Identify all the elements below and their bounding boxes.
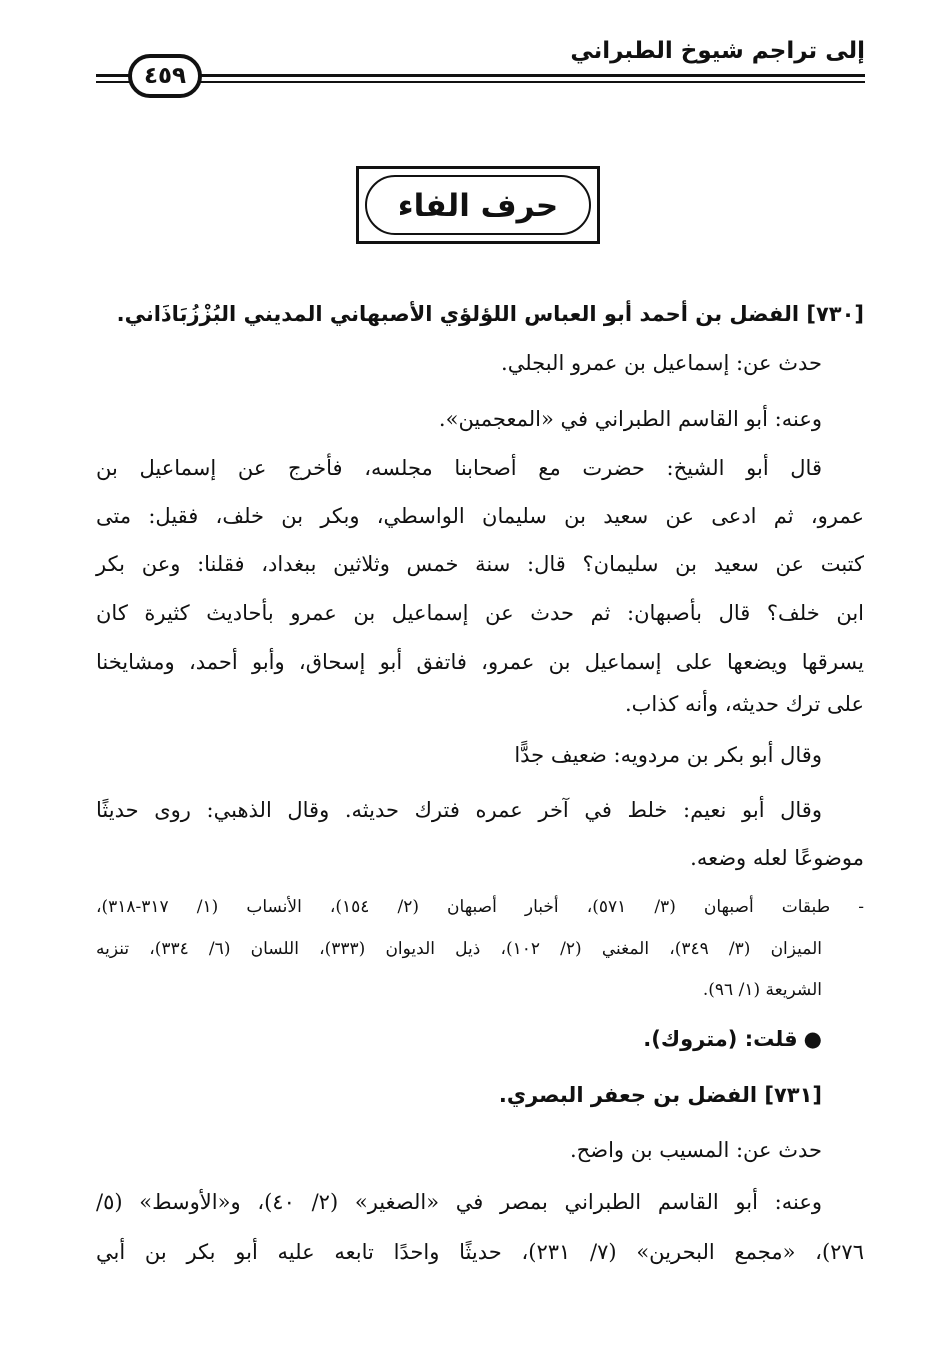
- entry-731-para-line: ٢٧٦)، «مجمع البحرين» (٧/ ٢٣١)، حديثًا واحدًا تابعه عليه أبو بكر بن أبي: [96, 1240, 864, 1264]
- page-number-badge: ٤٥٩: [128, 54, 202, 98]
- entry-730-teachers: حدث عن: إسماعيل بن عمرو البجلي.: [501, 351, 822, 375]
- entry-731-heading: [٧٣١] الفضل بن جعفر البصري.: [498, 1083, 822, 1107]
- entry-730-para-line: عمرو، ثم ادعى عن سعيد بن سليمان الواسطي، وبكر بن خلف، فقيل: متى: [96, 504, 864, 528]
- entry-730-heading: [٧٣٠] الفضل بن أحمد أبو العباس اللؤلؤي الأصبهاني المديني البُزْزُبَاذَاني.: [116, 302, 864, 326]
- running-header-title: إلى تراجم شيوخ الطبراني: [570, 38, 865, 64]
- entry-730-sources-line: الشريعة (١/ ٩٦).: [702, 980, 822, 1000]
- entry-730-sources-line: الميزان (٣/ ٣٤٩)، المغني (٢/ ١٠٢)، ذيل الديوان (٣٣٣)، اللسان (٦/ ٣٣٤)، تنزيه: [96, 939, 823, 959]
- entry-730-abu-nuaym-line: وقال أبو نعيم: خلط في آخر عمره فترك حديثه. وقال الذهبي: روى حديثًا: [96, 798, 822, 822]
- header-rule: [96, 74, 865, 77]
- bullet-icon: ●: [803, 1027, 822, 1051]
- header-rule-thin: [96, 81, 865, 83]
- entry-730-students: وعنه: أبو القاسم الطبراني في «المعجمين».: [438, 407, 822, 431]
- entry-730-sources-line: - طبقات أصبهان (٣/ ٥٧١)، أخبار أصبهان (٢/ ١٥٤)، الأنساب (١/ ٣١٧-٣١٨)،: [96, 897, 864, 917]
- entry-730-para-line: كتبت عن سعيد بن سليمان؟ قال: سنة خمس وثلاثين ببغداد، فقلنا: وعن بكر: [96, 552, 864, 576]
- entry-730-para-line: ابن خلف؟ قال بأصبهان: ثم حدث عن إسماعيل بن عمرو بأحاديث كثيرة كان: [96, 601, 864, 625]
- entry-730-para-line: قال أبو الشيخ: حضرت مع أصحابنا مجلسه، فأخرج عن إسماعيل بن: [96, 456, 822, 480]
- entry-731-teachers: حدث عن: المسيب بن واضح.: [570, 1138, 822, 1162]
- section-heading: حرف الفاء: [365, 175, 591, 235]
- section-heading-frame: [356, 166, 600, 244]
- verdict-text: قلت: (متروك).: [643, 1027, 798, 1051]
- entry-730-verdict: [96, 1023, 822, 1055]
- entry-730-ibn-mardawayh: وقال أبو بكر بن مردويه: ضعيف جدًّا: [514, 743, 822, 767]
- entry-730-para-line: يسرقها ويضعها على إسماعيل بن عمرو، فاتفق أبو إسحاق، وأبو أحمد، ومشايخنا: [96, 650, 864, 674]
- entry-731-para-line: وعنه: أبو القاسم الطبراني بمصر في «الصغير» (٢/ ٤٠)، و«الأوسط» (٥/: [96, 1190, 822, 1214]
- entry-730-para-line: على ترك حديثه، وأنه كذاب.: [624, 692, 864, 716]
- entry-730-abu-nuaym-line: موضوعًا لعله وضعه.: [690, 846, 864, 870]
